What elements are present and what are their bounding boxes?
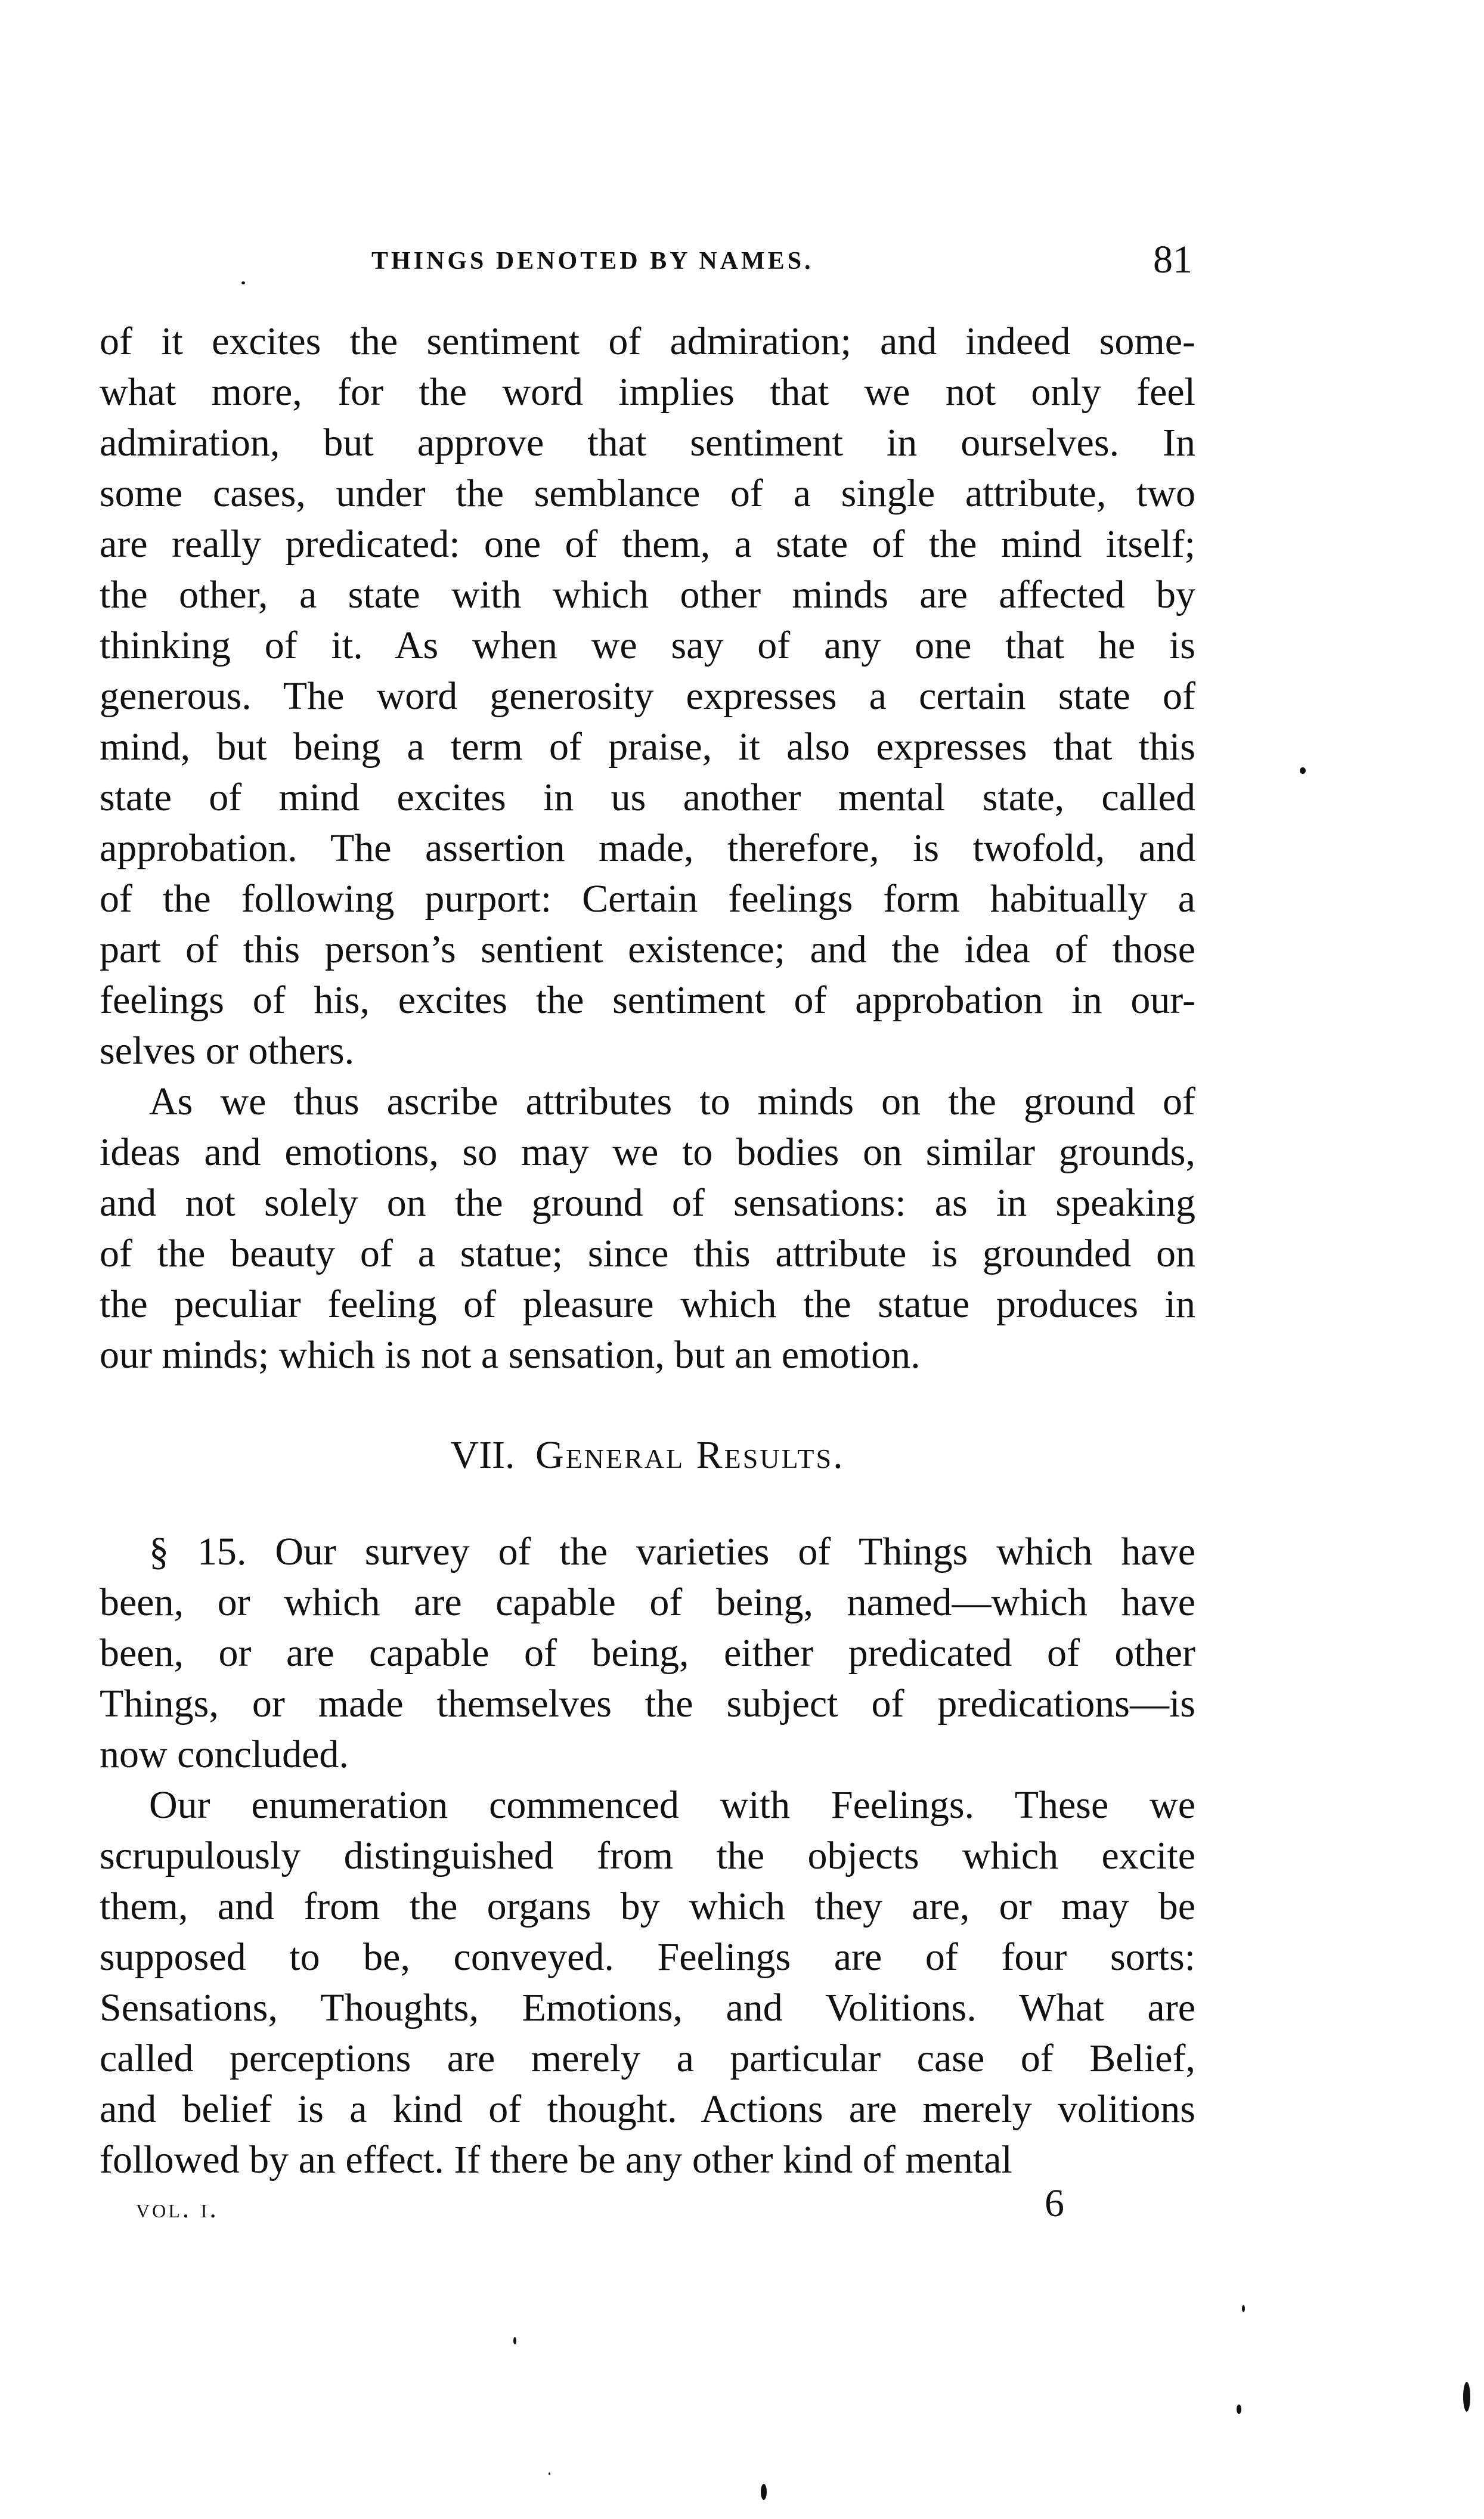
section-title: General Results.	[535, 1433, 845, 1477]
text-line: and not solely on the ground of sensations: as in speaking	[100, 1181, 1195, 1225]
text-line: our minds; which is not a sensation, but an emotion.	[100, 1333, 921, 1377]
text-line: of the beauty of a statue; since this attribute is grounded on	[100, 1232, 1195, 1275]
text-line: been, or are capable of being, either predicated of other	[100, 1631, 1195, 1675]
scan-speck	[1463, 2382, 1470, 2412]
text-line: supposed to be, conveyed. Feelings are of four sorts:	[100, 1935, 1195, 1979]
text-line: part of this person’s sentient existence; and the idea of those	[100, 928, 1195, 971]
text-line: Sensations, Thoughts, Emotions, and Volitions. What are	[100, 1986, 1195, 2030]
text-line: thinking of it. As when we say of any one that he is	[100, 624, 1195, 667]
text-block-bottom	[100, 1526, 1195, 2185]
scan-speck	[1237, 2405, 1241, 2414]
text-line: and belief is a kind of thought. Actions are merely volitions	[100, 2087, 1195, 2131]
text-line: § 15. Our survey of the varieties of Things which have	[149, 1530, 1195, 1573]
text-line: of the following purport: Certain feelings form habitually a	[100, 877, 1195, 921]
text-line: selves or others.	[100, 1029, 355, 1073]
scan-speck	[1300, 767, 1306, 774]
running-head-title: THINGS DENOTED BY NAMES.	[371, 247, 814, 275]
paragraph	[100, 1076, 1195, 1380]
text-line: them, and from the organs by which they are, or may be	[100, 1885, 1195, 1928]
text-line: are really predicated: one of them, a state of the mind itself;	[100, 522, 1195, 566]
section-number: VII.	[450, 1433, 515, 1477]
text-line: now concluded.	[100, 1733, 349, 1776]
text-line: Our enumeration commenced with Feelings. These we	[149, 1783, 1195, 1827]
text-line: As we thus ascribe attributes to minds on the ground of	[149, 1080, 1195, 1123]
scan-speck	[1242, 2305, 1245, 2312]
text-line: scrupulously distinguished from the objects which excite	[100, 1834, 1195, 1877]
text-line: of it excites the sentiment of admiration; and indeed some-	[100, 320, 1195, 363]
section-heading	[100, 1430, 1195, 1480]
text-line: approbation. The assertion made, therefore, is twofold, and	[100, 826, 1195, 870]
text-line: some cases, under the semblance of a single attribute, two	[100, 472, 1195, 515]
text-line: admiration, but approve that sentiment in ourselves. In	[100, 421, 1195, 464]
scan-speck	[761, 2484, 767, 2500]
volume-signature: vol. i.	[136, 2193, 219, 2223]
signature-mark: 6	[1045, 2182, 1064, 2225]
text-line: followed by an effect. If there be any other kind of mental	[100, 2138, 1012, 2182]
text-line: generous. The word generosity expresses a certain state of	[100, 674, 1195, 718]
text-line: the other, a state with which other minds are affected by	[100, 573, 1195, 616]
scan-speck	[513, 2337, 516, 2344]
page-number: 81	[1153, 238, 1192, 281]
paragraph	[100, 1526, 1195, 1780]
text-line: state of mind excites in us another mental state, called	[100, 776, 1195, 819]
text-line: ideas and emotions, so may we to bodies on similar grounds,	[100, 1130, 1195, 1174]
paragraph	[100, 316, 1195, 1076]
text-line: been, or which are capable of being, named—which have	[100, 1581, 1195, 1624]
text-line: mind, but being a term of praise, it also expresses that this	[100, 725, 1195, 769]
text-line: called perceptions are merely a particular case of Belief,	[100, 2037, 1195, 2080]
text-line: Things, or made themselves the subject of predications—is	[100, 1682, 1195, 1725]
text-line: the peculiar feeling of pleasure which the statue produces in	[100, 1282, 1195, 1326]
scan-speck	[241, 281, 245, 284]
text-line: feelings of his, excites the sentiment of approbation in our-	[100, 978, 1195, 1022]
scan-speck	[549, 2472, 550, 2475]
text-block-top	[100, 316, 1195, 1380]
paragraph	[100, 1780, 1195, 2185]
text-line: what more, for the word implies that we not only feel	[100, 370, 1195, 414]
